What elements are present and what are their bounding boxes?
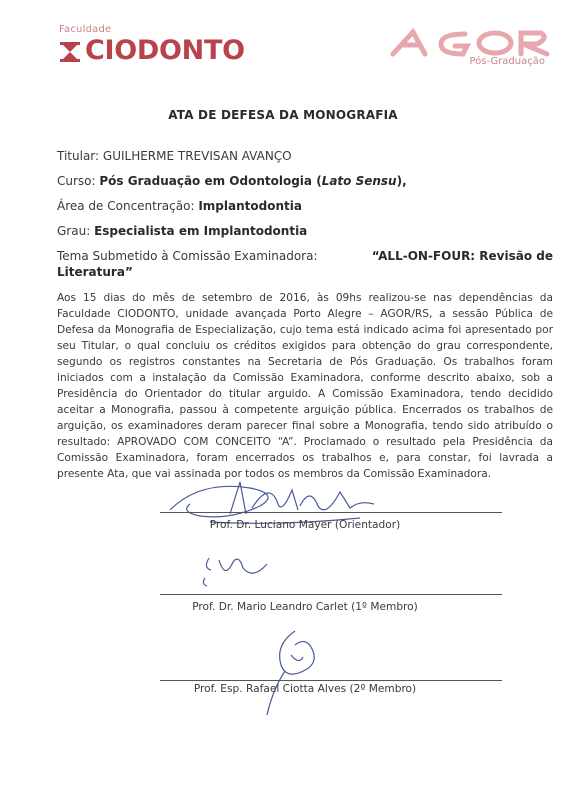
- agor-logo-mark-icon: [385, 26, 555, 58]
- agor-logo: [385, 26, 555, 70]
- tema-row: [57, 249, 553, 263]
- curso-value-a: Pós Graduação em Odontologia (: [99, 174, 322, 188]
- curso-label: Curso:: [57, 174, 96, 188]
- grau-row: [57, 224, 307, 239]
- curso-value-italic: Lato Sensu: [321, 174, 397, 188]
- logo-big-text: CIODONTO: [85, 35, 245, 66]
- signature-3-scribble: [255, 625, 335, 720]
- ciodonto-logo: [57, 26, 257, 66]
- titular-label: Titular:: [57, 149, 100, 163]
- titular-row: [57, 149, 292, 164]
- signature-name-2: Prof. Dr. Mario Leandro Carlet (1º Membro): [192, 601, 418, 613]
- tema-value-line2: Literatura”: [57, 265, 133, 279]
- area-value: Implantodontia: [198, 199, 302, 213]
- area-row: [57, 199, 302, 214]
- curso-row: [57, 174, 407, 189]
- signature-line-2: [160, 594, 502, 595]
- logo-small-text: Faculdade: [59, 24, 112, 35]
- logo-subtitle: Pós-Graduação: [469, 56, 545, 67]
- area-label: Área de Concentração:: [57, 199, 195, 213]
- tema-value-line1: “ALL-ON-FOUR: Revisão de: [371, 249, 553, 263]
- body-paragraph: Aos 15 dias do mês de setembro de 2016, às 09hs realizou-se nas dependências da Faculdade CIODONTO, unidade avançada Porto Alegre – AGOR/RS, a sessão Pública de Defesa da Monografia de Especialização, cujo tema está indicado acima foi apresentado por seu Titular, o qual concluiu os créditos exigidos para obtenção do grau correspondente, segundo os registros constantes na Secretaria de Pós Graduação. Os trabalhos foram iniciados com a instalação da Comissão Examinadora, conforme descrito abaixo, sob a Presidência do Orientador do titular arguido. A Comissão Examinadora, tendo decidido aceitar a Monografia, passou à competente arguição pública. Encerrados os trabalhos de arguição, os examinadores deram parecer final sobre a Monografia, tendo sido atribuído o resultado: APROVADO COM CONCEITO “A”. Proclamado o resultado pela Presidência da Comissão Examinadora, foram encerrados os trabalhos e, para constar, foi lavrada a presente Ata, que vai assinada por todos os membros da Comissão Examinadora.: [57, 292, 553, 480]
- hourglass-icon: [59, 41, 81, 63]
- document-title: ATA DE DEFESA DA MONOGRAFIA: [168, 108, 398, 122]
- grau-value: Especialista em Implantodontia: [94, 224, 308, 238]
- signature-line-3: [160, 680, 502, 681]
- tema-label: Tema Submetido à Comissão Examinadora:: [57, 249, 318, 263]
- curso-value-b: ),: [396, 174, 407, 188]
- signature-name-3: Prof. Esp. Rafael Ciotta Alves (2º Membro): [193, 683, 417, 695]
- grau-label: Grau:: [57, 224, 91, 238]
- titular-value: GUILHERME TREVISAN AVANÇO: [102, 149, 292, 163]
- signature-name-1: Prof. Dr. Luciano Mayer (Orientador): [209, 519, 401, 531]
- signature-line-1: [160, 512, 502, 513]
